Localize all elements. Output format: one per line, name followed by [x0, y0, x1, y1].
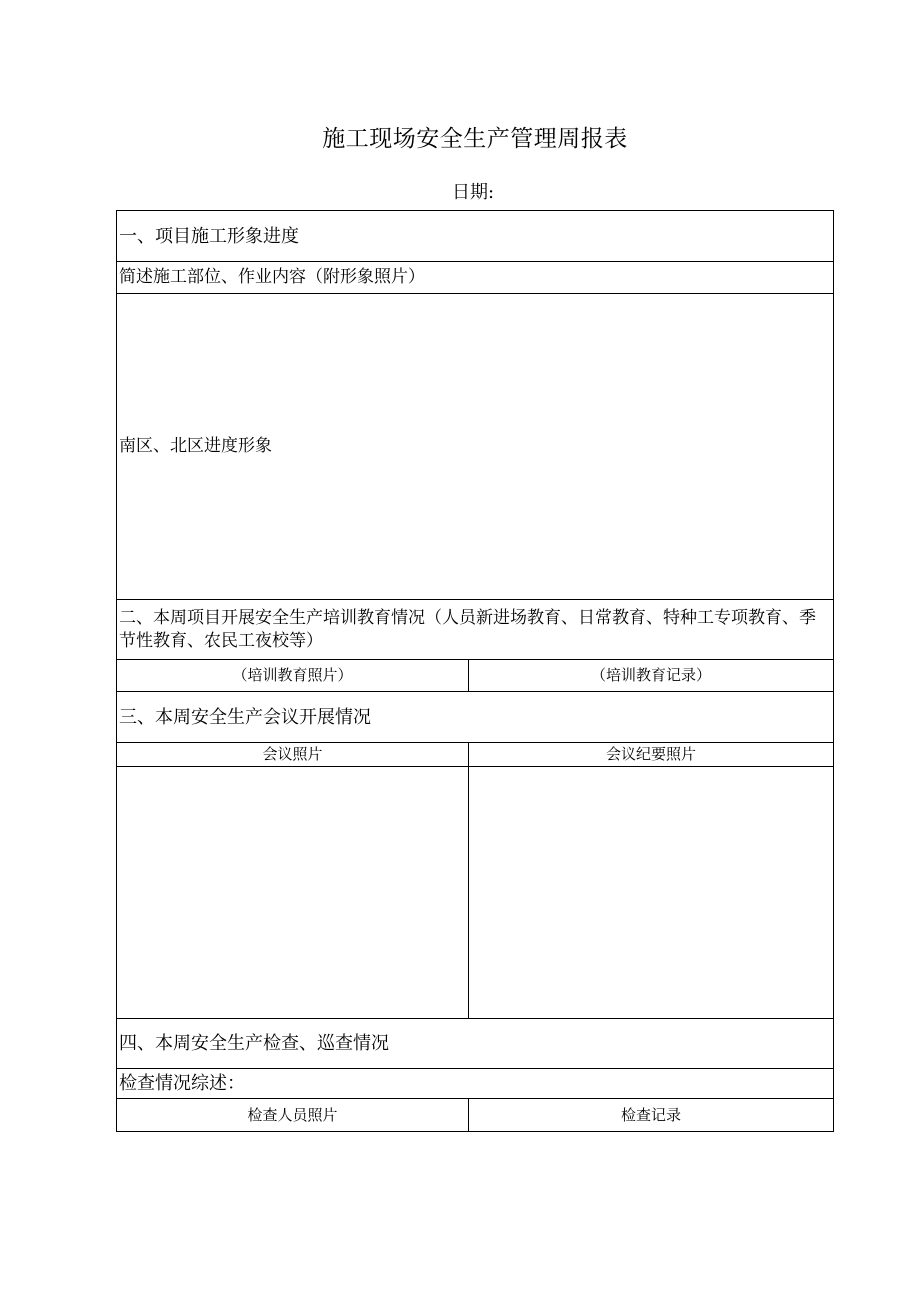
- section1-subheading: 简述施工部位、作业内容（附形象照片）: [117, 262, 834, 294]
- section2-columns-row: [117, 660, 834, 692]
- meeting-photos-area: [117, 767, 469, 1019]
- meeting-photos-cell: 会议照片: [117, 743, 469, 767]
- section4-summary-row: [117, 1069, 834, 1099]
- inspection-summary-label: 检查情况综述：: [117, 1069, 834, 1099]
- date-label: 日期:: [452, 182, 495, 203]
- training-records-cell: （培训教育记录）: [469, 660, 834, 692]
- section3-heading-row: [117, 692, 834, 743]
- meeting-minutes-photos-area: [469, 767, 834, 1019]
- training-photos-cell: （培训教育照片）: [117, 660, 469, 692]
- section4-heading-row: [117, 1019, 834, 1069]
- section2-heading-row: [117, 600, 834, 660]
- section4-columns-row: [117, 1099, 834, 1132]
- section1-heading-row: [117, 211, 834, 262]
- section3-content-row: [117, 767, 834, 1019]
- section1-heading: 一、项目施工形象进度: [117, 211, 834, 262]
- inspection-records-cell: 检查记录: [469, 1099, 834, 1132]
- section1-content-row: [117, 294, 834, 600]
- section1-content: 南区、北区进度形象: [117, 294, 834, 600]
- inspector-photos-cell: 检查人员照片: [117, 1099, 469, 1132]
- weekly-report-table: [116, 210, 834, 1132]
- section3-heading: 三、本周安全生产会议开展情况: [117, 692, 834, 743]
- page-title: 施工现场安全生产管理周报表: [322, 126, 628, 152]
- section2-heading: 二、本周项目开展安全生产培训教育情况（人员新进场教育、日常教育、特种工专项教育、季节性教育、农民工夜校等）: [117, 600, 834, 660]
- section1-subheading-row: [117, 262, 834, 294]
- section3-columns-row: [117, 743, 834, 767]
- meeting-minutes-photos-cell: 会议纪要照片: [469, 743, 834, 767]
- section4-heading: 四、本周安全生产检查、巡查情况: [117, 1019, 834, 1069]
